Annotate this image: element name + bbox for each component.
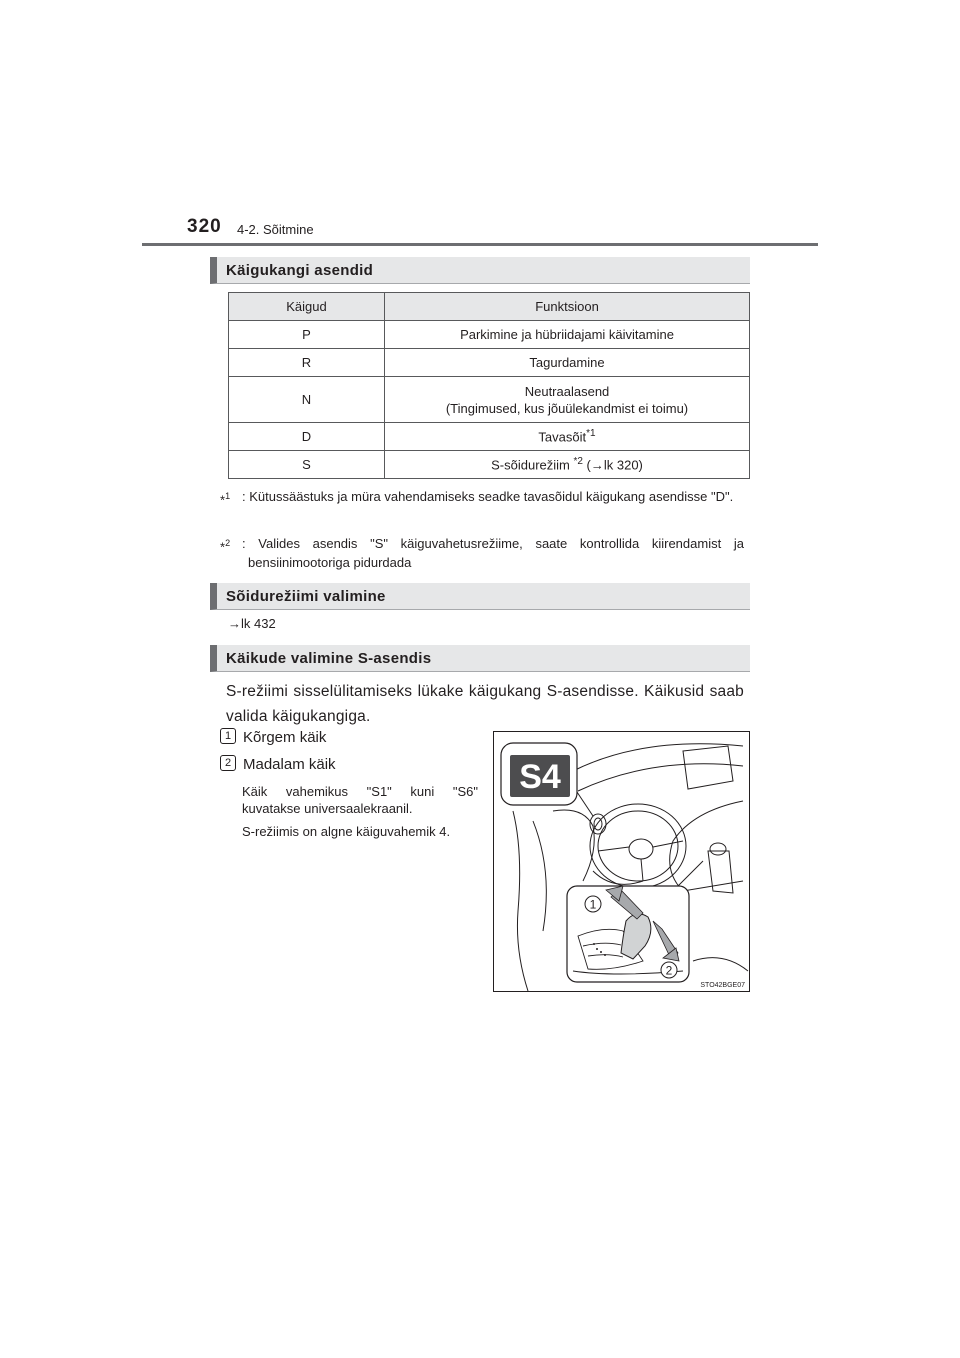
page-reference: (→lk 320) <box>582 457 643 473</box>
page-number: 320 <box>187 216 222 237</box>
shift-lever-illustration <box>493 731 750 992</box>
footnote-marker: *$^2$ <box>220 538 231 555</box>
item-label-downshift: Madalam käik <box>243 756 336 773</box>
table-row <box>229 423 750 451</box>
function-cell <box>385 423 750 451</box>
note-initial-range: S-režiimis on algne käiguvahemik 4. <box>242 824 451 839</box>
display-s4-text: S4 <box>519 758 561 796</box>
footnote-text: : Kütussäästuks ja müra vahendamiseks seadke tavasõidul käigukang asendisse "D". <box>242 489 734 504</box>
function-cell: Tagurdamine <box>385 349 750 377</box>
function-cell <box>385 377 750 423</box>
gear-cell: P <box>229 321 385 349</box>
section-heading-gear-positions <box>210 257 750 284</box>
gear-cell: R <box>229 349 385 377</box>
gear-cell: N <box>229 377 385 423</box>
number-badge-1: 1 <box>220 728 236 744</box>
section-heading-drive-mode <box>210 583 750 610</box>
page-reference-link[interactable]: →lk 432 <box>228 616 276 631</box>
function-cell <box>385 451 750 479</box>
number-badge-2: 2 <box>220 755 236 771</box>
function-line: (Tingimused, kus jõuülekandmist ei toimu) <box>445 400 689 416</box>
section-heading-text: Käikude valimine S-asendis <box>226 650 432 667</box>
s-mode-paragraph: S-režiimi sisselülitamiseks lükake käigukang S-asendisse. Käikusid saab valida käigukangiga. <box>226 683 744 725</box>
table-header-row <box>229 293 750 321</box>
footnote-marker: *$^1$ <box>220 491 231 508</box>
table-row <box>229 377 750 423</box>
callout-2-text: 2 <box>665 963 673 978</box>
column-header-gears: Käigud <box>229 293 385 321</box>
column-header-function: Funktsioon <box>385 293 750 321</box>
header-divider <box>142 243 818 246</box>
gear-cell: S <box>229 451 385 479</box>
function-text: S-sõidurežiim <box>491 457 574 473</box>
section-heading-text: Käigukangi asendid <box>226 262 374 279</box>
footnote-2 <box>220 534 744 572</box>
table-row <box>229 349 750 377</box>
gear-positions-table <box>228 292 750 479</box>
footnote-1 <box>220 487 744 506</box>
gear-cell: D <box>229 423 385 451</box>
function-cell: Parkimine ja hübriidajami käivitamine <box>385 321 750 349</box>
function-line: Neutraalasend <box>524 383 610 399</box>
callout-1-text: 1 <box>589 897 597 912</box>
item-label-upshift: Kõrgem käik <box>243 729 327 746</box>
footnote-ref: *2 <box>573 456 583 468</box>
section-heading-text: Sõidurežiimi valimine <box>226 588 386 605</box>
note-range: Käik vahemikus "S1" kuni "S6" kuvatakse universaalekraanil. <box>242 784 478 816</box>
table-row <box>229 321 750 349</box>
section-path: 4-2. Sõitmine <box>237 222 314 237</box>
function-text: Tavasõit <box>538 429 587 445</box>
illustration-code: STO42BGE07 <box>700 982 745 989</box>
table-row <box>229 451 750 479</box>
footnote-ref: *1 <box>586 428 596 440</box>
section-heading-s-mode <box>210 645 750 672</box>
footnote-text: : Valides asendis "S" käiguvahetusrežiime, saate kontrollida kiirendamist ja bensiinimootoriga pidurdada <box>242 536 744 570</box>
